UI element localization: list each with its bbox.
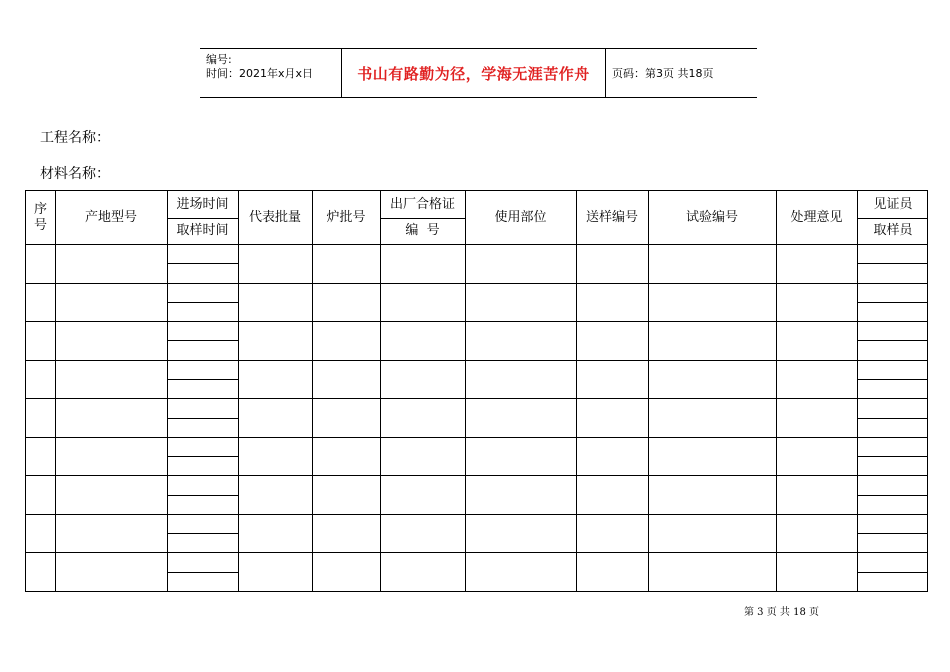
table-subrow-divider <box>857 456 927 457</box>
header-seq-line2: 号 <box>33 217 47 233</box>
header-sampler: 取样员 <box>873 223 913 238</box>
table-header-subdivider <box>857 218 927 219</box>
table-subrow-divider <box>167 302 238 303</box>
table-subrow-divider <box>167 418 238 419</box>
header-sampling-time: 取样时间 <box>176 223 229 238</box>
header-motto: 书山有路勤为径，学海无涯苦作舟 <box>342 49 606 97</box>
table-column-divider <box>648 191 649 591</box>
material-name-label: 材料名称： <box>40 166 110 182</box>
table-header-subdivider <box>380 218 465 219</box>
table-row-divider <box>26 283 927 284</box>
header-seq-line1: 序 <box>33 201 47 217</box>
table-row-divider <box>26 360 927 361</box>
material-record-table <box>25 190 928 592</box>
header-certificate: 出厂合格证 <box>389 196 455 212</box>
table-column-divider <box>238 191 239 591</box>
header-certificate-number: 编 号 <box>405 223 440 238</box>
table-column-divider <box>55 191 56 591</box>
table-row-divider <box>26 398 927 399</box>
table-subrow-divider <box>167 456 238 457</box>
table-subrow-divider <box>167 495 238 496</box>
table-subrow-divider <box>167 572 238 573</box>
header-origin-model: 产地型号 <box>84 209 137 225</box>
table-column-divider <box>312 191 313 591</box>
table-row-divider <box>26 514 927 515</box>
header-heat-no: 炉批号 <box>326 209 366 225</box>
page-number-info: 页码：第3页 共18页 <box>612 67 714 80</box>
header-meta <box>200 49 342 97</box>
table-header-subdivider <box>167 218 238 219</box>
table-column-divider <box>776 191 777 591</box>
document-date: 时间：2021年x月x日 <box>206 67 314 80</box>
table-row-divider <box>26 475 927 476</box>
document-number-label: 编号: <box>206 53 232 66</box>
header-batch-qty: 代表批量 <box>248 209 301 225</box>
header-sample-no: 送样编号 <box>585 209 638 225</box>
table-subrow-divider <box>167 379 238 380</box>
table-subrow-divider <box>857 263 927 264</box>
table-row-divider <box>26 437 927 438</box>
table-column-divider <box>167 191 168 591</box>
table-subrow-divider <box>857 379 927 380</box>
table-subrow-divider <box>857 533 927 534</box>
header-opinion: 处理意见 <box>790 209 843 225</box>
header-test-no: 试验编号 <box>685 209 738 225</box>
table-subrow-divider <box>167 533 238 534</box>
table-row-divider <box>26 552 927 553</box>
table-row-divider <box>26 321 927 322</box>
table-subrow-divider <box>857 418 927 419</box>
page-header <box>200 48 757 98</box>
header-witness: 见证员 <box>873 196 913 212</box>
table-column-divider <box>857 191 858 591</box>
table-subrow-divider <box>857 340 927 341</box>
table-subrow-divider <box>167 340 238 341</box>
table-column-divider <box>380 191 381 591</box>
page-footer: 第 3 页 共 18 页 <box>744 607 819 618</box>
header-usage-part: 使用部位 <box>494 209 547 225</box>
table-header-divider <box>26 244 927 245</box>
header-seq <box>26 191 55 244</box>
table-subrow-divider <box>857 495 927 496</box>
table-column-divider <box>576 191 577 591</box>
table-subrow-divider <box>857 302 927 303</box>
table-subrow-divider <box>167 263 238 264</box>
header-entry-time: 进场时间 <box>176 196 229 212</box>
table-column-divider <box>465 191 466 591</box>
project-name-label: 工程名称： <box>40 130 110 146</box>
table-subrow-divider <box>857 572 927 573</box>
